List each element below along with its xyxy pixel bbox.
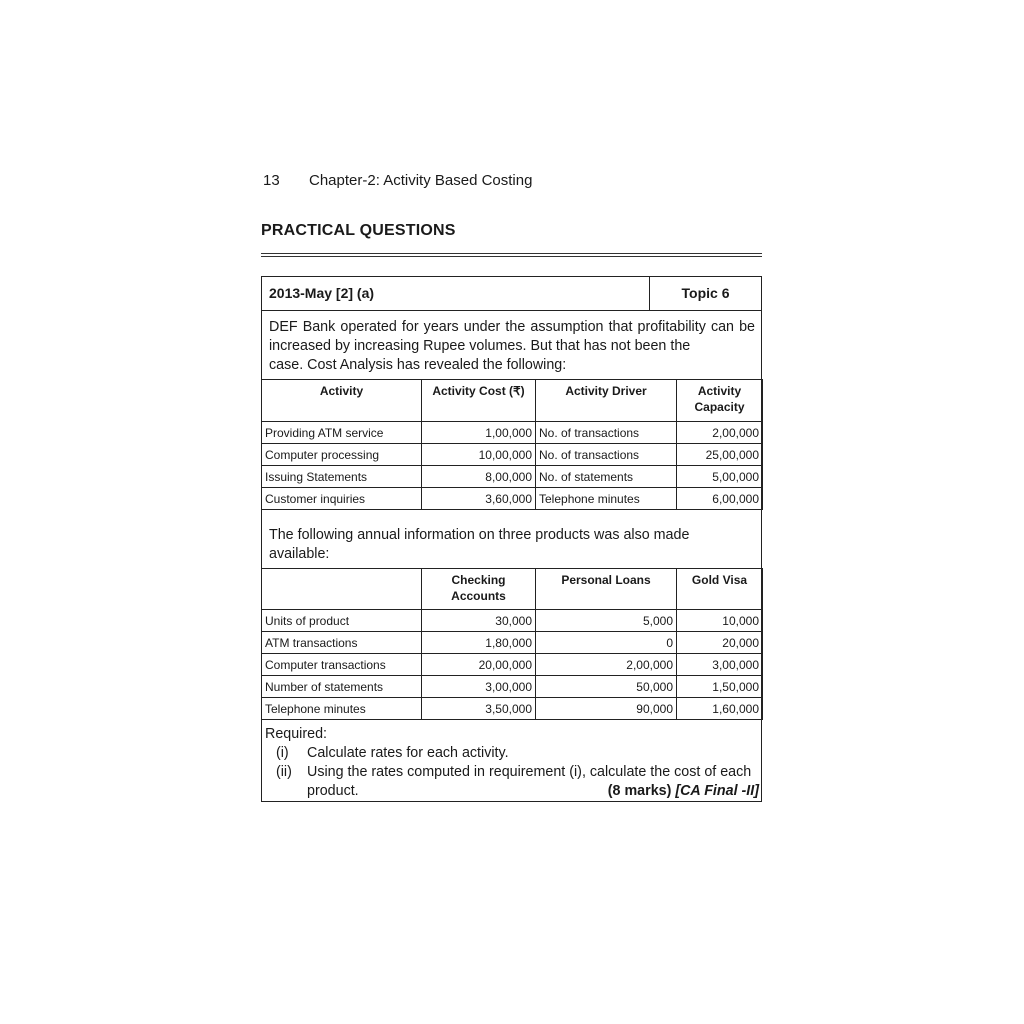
table-cell: 10,000 — [677, 610, 763, 632]
table-cell: Units of product — [262, 610, 422, 632]
table-cell: 3,00,000 — [677, 654, 763, 676]
table-row — [262, 698, 763, 720]
table-cell: Customer inquiries — [262, 488, 422, 510]
table-row — [262, 444, 763, 466]
table-cell: Issuing Statements — [262, 466, 422, 488]
table-cell: 1,60,000 — [677, 698, 763, 720]
requirement-text: Calculate rates for each activity. — [307, 745, 509, 761]
table-cell: 10,00,000 — [422, 444, 536, 466]
table-header-row — [262, 569, 763, 610]
column-header: Activity Capacity — [677, 380, 763, 422]
column-header: Gold Visa — [677, 569, 763, 610]
table-cell: 1,00,000 — [422, 422, 536, 444]
column-header: Personal Loans — [536, 569, 677, 610]
table-cell: 1,50,000 — [677, 676, 763, 698]
table-cell: No. of transactions — [536, 422, 677, 444]
table-cell: Providing ATM service — [262, 422, 422, 444]
marks: (8 marks) — [607, 783, 672, 799]
table-cell: 5,00,000 — [677, 466, 763, 488]
column-header: Activity Cost (₹) — [422, 380, 536, 422]
chapter-title: Chapter-2: Activity Based Costing — [309, 172, 533, 189]
product-table — [261, 568, 763, 720]
table-cell: 30,000 — [422, 610, 536, 632]
title-rule — [261, 253, 762, 254]
table-cell: 1,80,000 — [422, 632, 536, 654]
intro-text-last: case. Cost Analysis has revealed the following: — [269, 357, 567, 373]
table-cell: No. of statements — [536, 466, 677, 488]
column-header: Checking Accounts — [422, 569, 536, 610]
requirement-text: Using the rates computed in requirement (i), calculate the cost of each product. — [307, 764, 752, 799]
table-cell: 20,00,000 — [422, 654, 536, 676]
table-cell: Computer processing — [262, 444, 422, 466]
column-header: Activity Driver — [536, 380, 677, 422]
section-title: PRACTICAL QUESTIONS — [261, 222, 456, 239]
table-cell: 90,000 — [536, 698, 677, 720]
table-cell: 8,00,000 — [422, 466, 536, 488]
table-cell: Number of statements — [262, 676, 422, 698]
table-cell: 3,60,000 — [422, 488, 536, 510]
column-header — [262, 569, 422, 610]
table-row — [262, 466, 763, 488]
table-cell: 25,00,000 — [677, 444, 763, 466]
table-cell: Telephone minutes — [536, 488, 677, 510]
table-cell: 50,000 — [536, 676, 677, 698]
column-header: Activity — [262, 380, 422, 422]
requirement-label: (ii) — [276, 764, 292, 780]
table-row — [262, 488, 763, 510]
table-cell: 2,00,000 — [536, 654, 677, 676]
activity-table — [261, 379, 763, 510]
table-row — [262, 610, 763, 632]
question-topic: Topic 6 — [681, 285, 730, 301]
table-row — [262, 632, 763, 654]
intro-text: DEF Bank operated for years under the assumption that profitability can be increased by increasing Rupee volumes. But that has not been the — [269, 319, 755, 354]
table-cell: 2,00,000 — [677, 422, 763, 444]
table-row — [262, 676, 763, 698]
title-rule — [261, 256, 762, 257]
required-label: Required: — [265, 726, 327, 742]
table-header-row — [262, 380, 763, 422]
annual-info — [269, 526, 755, 564]
page-number: 13 — [263, 172, 280, 189]
table-cell: 5,000 — [536, 610, 677, 632]
page-header — [263, 172, 532, 189]
table-cell: 3,50,000 — [422, 698, 536, 720]
marks-info — [608, 782, 759, 801]
requirement-item — [265, 744, 759, 763]
table-row — [262, 422, 763, 444]
question-id: 2013-May [2] (a) — [269, 285, 375, 301]
table-row — [262, 654, 763, 676]
table-cell: 0 — [536, 632, 677, 654]
question-intro — [269, 318, 755, 375]
annual-info-text: The following annual information on three products was also made — [269, 527, 690, 543]
question-box — [261, 276, 762, 802]
table-cell: 20,000 — [677, 632, 763, 654]
table-cell: Telephone minutes — [262, 698, 422, 720]
table-cell: No. of transactions — [536, 444, 677, 466]
question-header — [262, 277, 761, 311]
requirements — [265, 725, 759, 801]
table-cell: 3,00,000 — [422, 676, 536, 698]
table-cell: 6,00,000 — [677, 488, 763, 510]
annual-info-text-last: available: — [269, 546, 330, 562]
table-cell: ATM transactions — [262, 632, 422, 654]
exam-source: [CA Final -II] — [675, 783, 759, 799]
requirement-label: (i) — [276, 745, 289, 761]
table-cell: Computer transactions — [262, 654, 422, 676]
